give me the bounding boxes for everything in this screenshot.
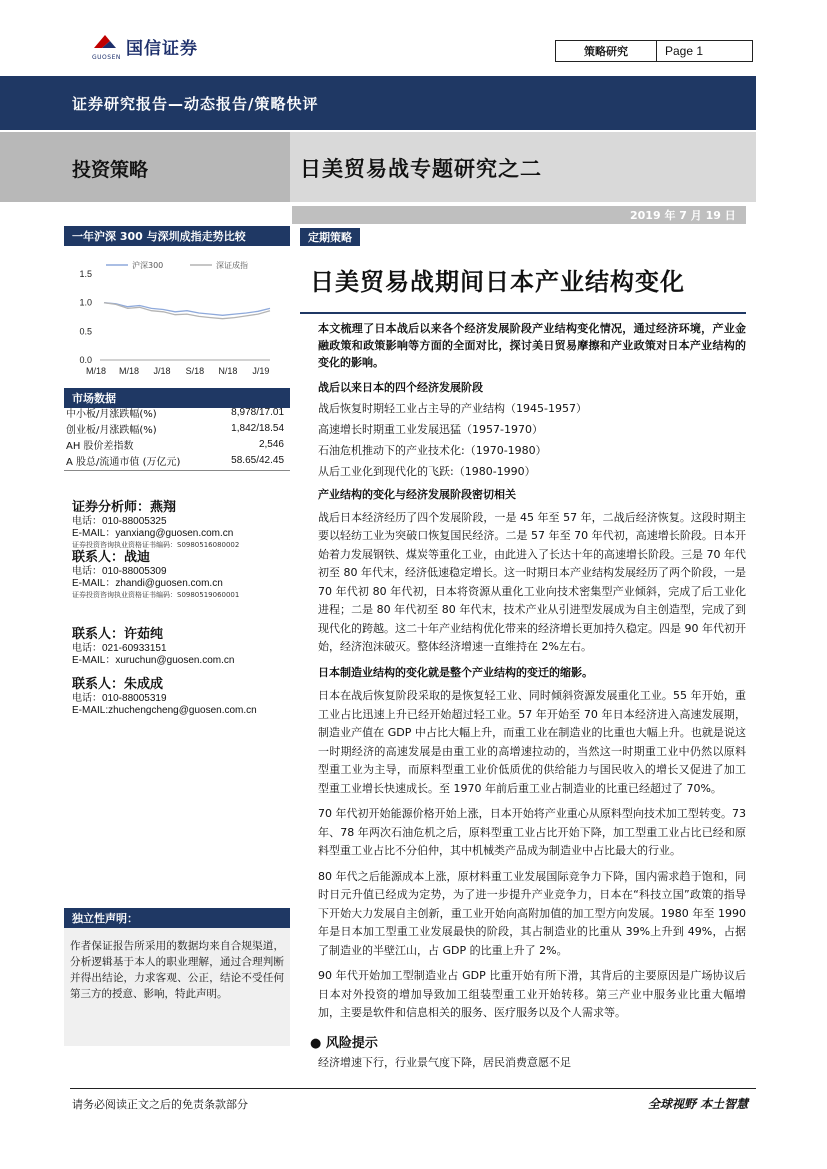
y-tick-label: 0.5 <box>79 326 92 337</box>
stage-item: 从后工业化到现代化的飞跃:（1980-1990） <box>318 465 536 478</box>
paragraph: 80 年代之后能源成本上涨，原材料重工业发展国际竞争力下降，国内需求趋于饱和，同时日元升值已经成为定势，为了进一步提升产业竞争力，日本在“科技立国”政策的指导下开始大力发展自主创新，重工业开始向高附加值的加工型方向发展。1980 年至 1990 年是日本加工型重工业发展最快的阶段，其占制造业的比重从 39%上升到 49%，占据了制造业的半壁江山，占 GDP 的比重上升了 2%。 <box>318 869 746 957</box>
title-rule <box>300 312 746 314</box>
page-number: Page 1 <box>665 44 704 58</box>
market-table-rule <box>64 470 290 471</box>
stage-item: 战后恢复时期轻工业占主导的产业结构（1945-1957） <box>318 402 587 415</box>
series-title: 日美贸易战专题研究之二 <box>300 156 542 181</box>
report-date: 2019 年 7 月 19 日 <box>630 209 736 222</box>
y-tick-label: 0.0 <box>79 355 92 365</box>
market-data-table <box>64 404 286 468</box>
contact-block <box>72 677 257 717</box>
stages-section <box>318 378 746 482</box>
summary: 本文梳理了日本战后以来各个经济发展阶段产业结构变化情况，通过经济环境，产业金融政策和政策影响等方面的全面对比，探讨美日贸易摩擦和产业政策对日本产业结构的变化的影响。 <box>318 322 746 369</box>
contact-name: 联系人：朱成成 <box>72 677 164 692</box>
market-label: AH 股价差指数 <box>66 440 134 452</box>
section-heading: 日本制造业结构的变化就是整个产业结构的变迁的缩影。 <box>318 665 593 679</box>
index-comparison-chart <box>64 248 290 384</box>
market-row <box>64 420 286 436</box>
market-row <box>64 404 286 420</box>
market-value: 58.65/42.45 <box>231 454 284 466</box>
contact-name: 联系人：许茹纯 <box>72 627 164 642</box>
paragraph: 90 年代开始加工型制造业占 GDP 比重开始有所下滑，其背后的主要原因是广场协议后日本对外投资的增加导致加工组装型重工业开始转移。第三产业中服务业比重大幅增加，主要是软件和信息相关的服务、医疗服务以及个人需求等。 <box>318 969 746 1019</box>
market-label: 中小板/月涨跌幅(%) <box>66 408 157 420</box>
y-tick-label: 1.5 <box>79 269 92 279</box>
contact-email[interactable]: E-MAIL:zhuchengcheng@guosen.com.cn <box>72 705 257 716</box>
market-label: 创业板/月涨跌幅(%) <box>66 424 157 436</box>
contact-phone: 电话：021-60933151 <box>72 643 167 654</box>
contact-block <box>72 550 239 600</box>
x-tick-label: M/18 <box>118 366 139 376</box>
x-tick-label: J/18 <box>153 366 171 376</box>
chart-title-bar: 一年沪深 300 与深圳成指走势比较 <box>64 226 290 246</box>
x-tick-label: N/18 <box>218 366 238 376</box>
contact-block <box>72 627 234 667</box>
x-tick-label: S/18 <box>185 366 205 376</box>
category-label: 投资策略 <box>72 159 149 181</box>
footer-rule <box>70 1088 756 1089</box>
contact-license: 证券投资咨询执业资格证书编码：S0980516080002 <box>72 541 240 549</box>
header-section: 策略研究 <box>556 41 657 61</box>
market-value: 1,842/18.54 <box>231 422 284 434</box>
independence-title: 独立性声明： <box>64 908 290 928</box>
market-row <box>64 436 286 452</box>
independence-statement: 作者保证报告所采用的数据均来自合规渠道，分析逻辑基于本人的职业理解，通过合理判断并得出结论，力求客观、公正，结论不受任何第三方的授意、影响，特此声明。 <box>64 928 290 1046</box>
stage-item: 高速增长时期重工业发展迅猛（1957-1970） <box>318 423 543 436</box>
risk-title <box>310 1032 378 1051</box>
market-label: A 股总/流通市值 (万亿元) <box>66 456 181 468</box>
x-tick-label: M/18 <box>85 366 107 376</box>
series-line <box>104 303 270 316</box>
contact-license: 证券投资咨询执业资格证书编码：S0980519060001 <box>72 591 240 599</box>
logo-text: 国信证券 <box>126 39 198 59</box>
section-heading: 战后以来日本的四个经济发展阶段 <box>318 381 483 394</box>
footer-disclaimer: 请务必阅读正文之后的免责条款部分 <box>72 1098 248 1111</box>
section-heading: 产业结构的变化与经济发展阶段密切相关 <box>318 488 516 501</box>
stage-item: 石油危机推动下的产业技术化:（1970-1980） <box>318 444 547 457</box>
risk-title-text: 风险提示 <box>325 1036 378 1051</box>
legend-label: 深证成指 <box>216 261 248 270</box>
market-row <box>64 452 286 468</box>
body-text <box>318 486 746 1030</box>
y-tick-label: 1.0 <box>79 297 92 308</box>
market-data-bar: 市场数据 <box>64 388 290 408</box>
risk-text: 经济增速下行，行业景气度下降，居民消费意愿不足 <box>318 1056 571 1069</box>
header-box <box>555 40 753 62</box>
logo-subtext: GUOSEN <box>92 54 121 61</box>
stages-list <box>318 398 746 482</box>
contact-email[interactable]: E-MAIL：zhandi@guosen.com.cn <box>72 578 223 589</box>
bullet-icon: ● <box>310 1036 322 1051</box>
x-tick-label: J/19 <box>252 366 270 376</box>
contact-phone: 电话：010-88005325 <box>72 516 167 527</box>
contact-email[interactable]: E-MAIL：xuruchun@guosen.com.cn <box>72 655 235 666</box>
contact-block <box>72 500 239 550</box>
market-value: 2,546 <box>258 438 284 450</box>
contact-email[interactable]: E-MAIL：yanxiang@guosen.com.cn <box>72 528 234 539</box>
footer-slogan: 全球视野 本土智慧 <box>648 1097 749 1111</box>
main-title: 日美贸易战期间日本产业结构变化 <box>310 267 685 296</box>
guosen-logo-icon <box>92 32 118 54</box>
report-tag: 定期策略 <box>300 228 360 246</box>
contact-phone: 电话：010-88005309 <box>72 566 167 577</box>
paragraph: 70 年代初开始能源价格开始上涨，日本开始将产业重心从原料型向技术加工型转变。73 年、78 年两次石油危机之后，原料型重工业占比开始下降，加工型重工业占比已经和原料型重工业占比不分伯仲，其中机械类产品成为制造业中占比最大的行业。 <box>318 807 746 857</box>
report-type: 证券研究报告—动态报告/策略快评 <box>72 95 319 113</box>
contact-name: 证券分析师：燕翔 <box>72 500 177 515</box>
paragraph: 战后日本经济经历了四个发展阶段，一是 45 年至 57 年，二战后经济恢复。这段时期主要以轻纺工业为突破口恢复国民经济。二是 57 年至 70 年代初，高速增长阶段。日本开始着力发展钢铁、煤炭等重化工业，由此进入了长达十年的高速增长阶段。三是 70 年代初至 80 年代末，经济低速稳定增长。这一时期日本产业结构发展经历了两个阶段，一是 70 年代初 80 年代初，日本将资源从重化工业向技术密集型产业倾斜，完成了后工业化进程；二是 80 年代初至 80 年代末，技术产业从引进型发展成为自主创造型，完成了到现代化的跨越。这二十年产业结构优化带来的经济增长更加持久稳定。四是 90 年代初开始，经济泡沫破灭。整体经济增速一直维持在 2%左右。 <box>318 510 746 653</box>
contact-phone: 电话：010-88005319 <box>72 693 167 704</box>
paragraph: 日本在战后恢复阶段采取的是恢复轻工业、同时倾斜资源发展重化工业。55 年开始，重工业占比迅速上升已经开始超过轻工业。57 年开始至 70 年日本经济进入高速发展期，制造业产值在 GDP 中占比大幅上升，而重工业在制造业的比重也大幅上升。也就是说这一时期经济的高速发展是由重工业的高增速拉动的，当然这一时期重工业中仍然以原料型重工业为主导，而原料型重工业价低质优的供给能力与国民收入的增长又促进了加工型重工业增长快速成长。至 1970 年前后重工业占制造业的比重已经超过了 70%。 <box>318 689 746 795</box>
contact-name: 联系人：战迪 <box>72 550 151 565</box>
market-value: 8,978/17.01 <box>231 406 284 418</box>
legend-label: 沪深300 <box>132 261 164 270</box>
